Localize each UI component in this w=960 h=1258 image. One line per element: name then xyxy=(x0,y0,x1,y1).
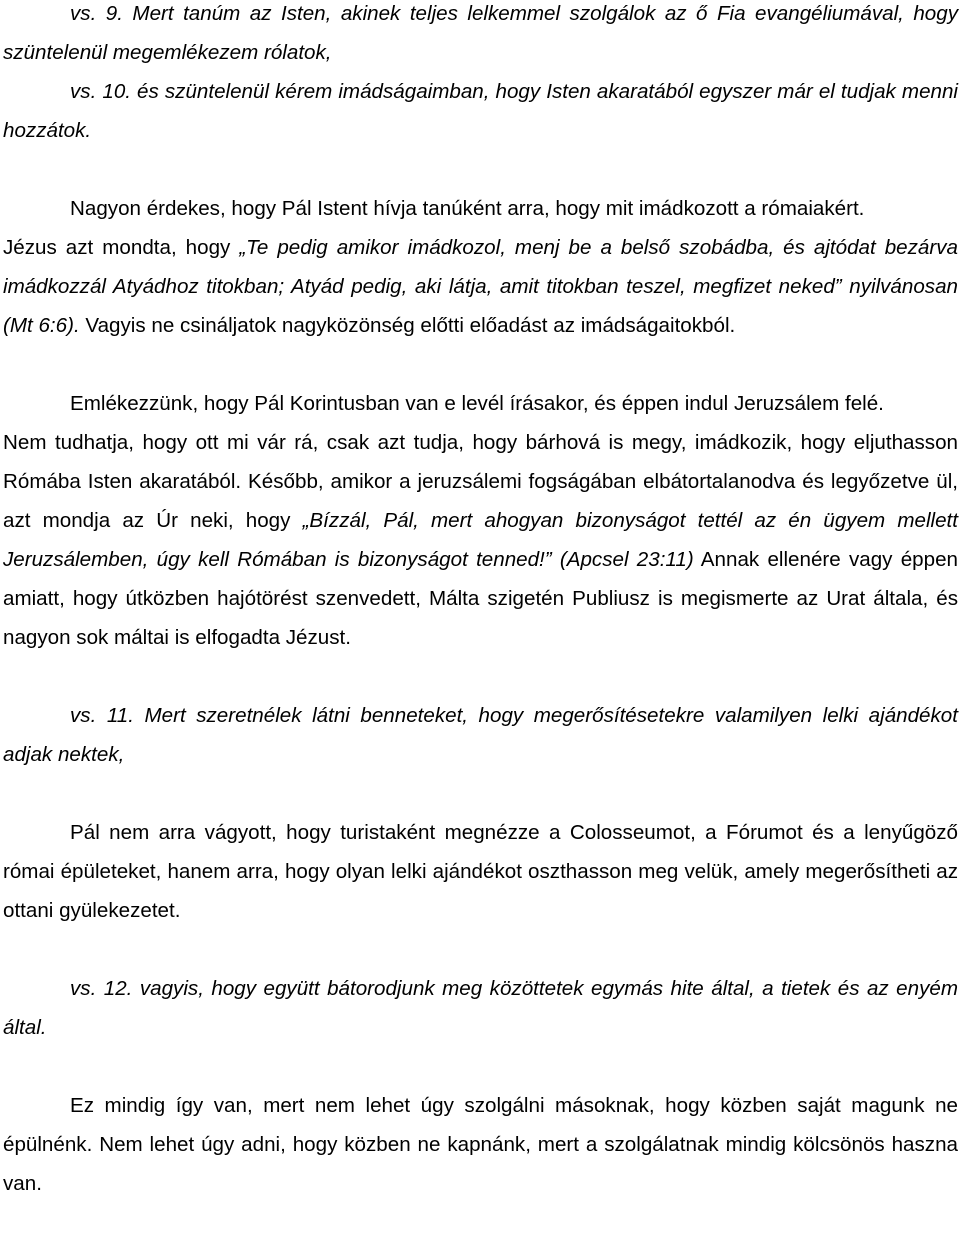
commentary-paragraph xyxy=(3,1086,958,1203)
commentary-paragraph xyxy=(3,189,958,228)
verse-11-text: vs. 11. Mert szeretnélek látni benneteket, hogy megerősítésetekre valamilyen lelki ajándékot adjak nektek, xyxy=(3,704,958,766)
verse-9-text: vs. 9. Mert tanúm az Isten, akinek teljes lelkemmel szolgálok az ő Fia evangéliumával, hogy szüntelenül megemlékezem rólatok, xyxy=(3,2,958,64)
verse-11 xyxy=(3,696,958,774)
commentary-paragraph xyxy=(3,423,958,657)
commentary-text: Annak ellenére vagy éppen amiatt, hogy útközben hajótörést szenvedett, Málta szigetén Publiusz is megismerte az Urat általa, és nagyon sok máltai is elfogadta Jézust. xyxy=(3,548,958,649)
commentary-paragraph xyxy=(3,384,958,423)
commentary-text: Ez mindig így van, mert nem lehet úgy szolgálni másoknak, hogy közben saját magunk ne épülnénk. Nem lehet úgy adni, hogy közben ne kapnánk, mert a szolgálatnak mindig kölcsönös haszna van. xyxy=(3,1094,958,1195)
verse-12-text: vs. 12. vagyis, hogy együtt bátorodjunk meg közöttetek egymás hite által, a tietek és az enyém által. xyxy=(3,977,958,1039)
verse-9 xyxy=(3,0,958,72)
commentary-text: Jézus azt mondta, hogy xyxy=(3,236,240,259)
commentary-text: Vagyis ne csináljatok nagyközönség előtti előadást az imádságaitokból. xyxy=(79,314,736,337)
commentary-text: Pál nem arra vágyott, hogy turistaként megnézze a Colosseumot, a Fórumot és a lenyűgöző római épületeket, hanem arra, hogy olyan lelki ajándékot oszthasson meg velük, amely megerősítheti az ottani gyülekezetet. xyxy=(3,821,958,922)
scripture-quote: „Bízzál, Pál, mert ahogyan bizonyságot tettél az én ügyem mellett Jeruzsálemben, úgy kell Rómában is bizonyságot tenned!” (Apcsel 23:11) xyxy=(3,509,958,571)
document-page xyxy=(3,0,958,1203)
commentary-text: Emlékezzünk, hogy Pál Korintusban van e levél írásakor, és éppen indul Jeruzsálem felé. xyxy=(70,392,884,415)
verse-10-text: vs. 10. és szüntelenül kérem imádságaimban, hogy Isten akaratából egyszer már el tudjak menni hozzátok. xyxy=(3,80,958,142)
verse-12 xyxy=(3,969,958,1047)
commentary-paragraph xyxy=(3,813,958,930)
verse-10 xyxy=(3,72,958,150)
scripture-quote: „Te pedig amikor imádkozol, menj be a belső szobádba, és ajtódat bezárva imádkozzál Atyádhoz titokban; Atyád pedig, aki látja, amit titokban teszel, megfizet neked” nyilvánosan (Mt 6:6). xyxy=(3,236,958,337)
commentary-text: Nagyon érdekes, hogy Pál Istent hívja tanúként arra, hogy mit imádkozott a rómaiakért. xyxy=(70,197,865,220)
commentary-paragraph xyxy=(3,228,958,345)
commentary-text: Nem tudhatja, hogy ott mi vár rá, csak azt tudja, hogy bárhová is megy, imádkozik, hogy eljuthasson Rómába Isten akaratából. Később, amikor a jeruzsálemi fogságában elbátortalanodva és legyőzetve ül, azt mondja az Úr neki, hogy xyxy=(3,431,958,532)
